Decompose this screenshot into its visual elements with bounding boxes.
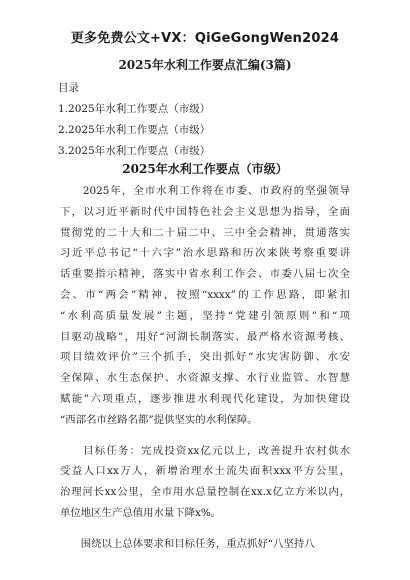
text-line: 全保障、水生态保护、水资源支撑、水行业监管、水智慧 [60,372,350,385]
text-line: 话重要指示精神，落实中省水利工作会、市委八届七次全 [60,268,350,281]
text-line: 目驱动战略”，用好“河湖长制落实、最严格水资源考核、 [60,330,350,343]
table-of-contents [58,78,210,162]
body-text [60,181,350,565]
text-line: 2025年，全市水利工作将在市委、市政府的坚强领导 [60,185,350,197]
text-line: 治理河长xx公里，全市用水总量控制在xx.x亿立方米以内， [60,486,350,499]
text-line: 赋能”六项重点，逐步推进水利现代化建设，为加快建设 [60,392,350,405]
text-line: 目标任务：完成投资xx亿元以上，改善提升农村供水 [60,444,350,457]
paragraph [60,441,350,524]
text-line: 围绕以上总体要求和目标任务，重点抓好“八坚持八 [60,537,315,550]
text-line: 习近平总书记“十六字”治水思路和历次来陕考察重要讲 [60,247,350,260]
text-line: 下，以习近平新时代中国特色社会主义思想为指导，全面 [60,205,350,218]
text-line: 项目绩效评价”三个抓手，突出抓好“水灾害防御、水安 [60,351,350,364]
section-title: 2025年水利工作要点（市级） [122,162,288,176]
toc-heading: 目录 [58,82,79,94]
text-line: 单位地区生产总值用水量下降x%。 [60,506,222,519]
toc-item[interactable]: 3.2025年水利工作要点（市级） [58,145,211,157]
text-line: “西部名市丝路名都”提供坚实的水利保障。 [60,413,258,426]
paragraph [60,181,350,431]
paragraph [60,534,350,555]
text-line: “水利高质量发展”主题，坚持“党建引领原则”和“项 [60,309,350,322]
toc-item[interactable]: 2.2025年水利工作要点（市级） [58,124,211,136]
text-line: 贯彻党的二十大和二十届二中、三中全会精神，贯通落实 [60,226,350,239]
toc-item[interactable]: 1.2025年水利工作要点（市级） [58,103,211,115]
text-line: 受益人口xx万人，新增治理水土流失面积xxx平方公里， [60,465,350,478]
collection-title: 2025年水利工作要点汇编(3篇) [118,58,292,72]
text-line: 会、市“两会”精神，按照“xxxx”的工作思路，即紧扣 [60,288,350,301]
promo-line: 更多免费公文+VX：QiGeGongWen2024 [70,31,340,46]
